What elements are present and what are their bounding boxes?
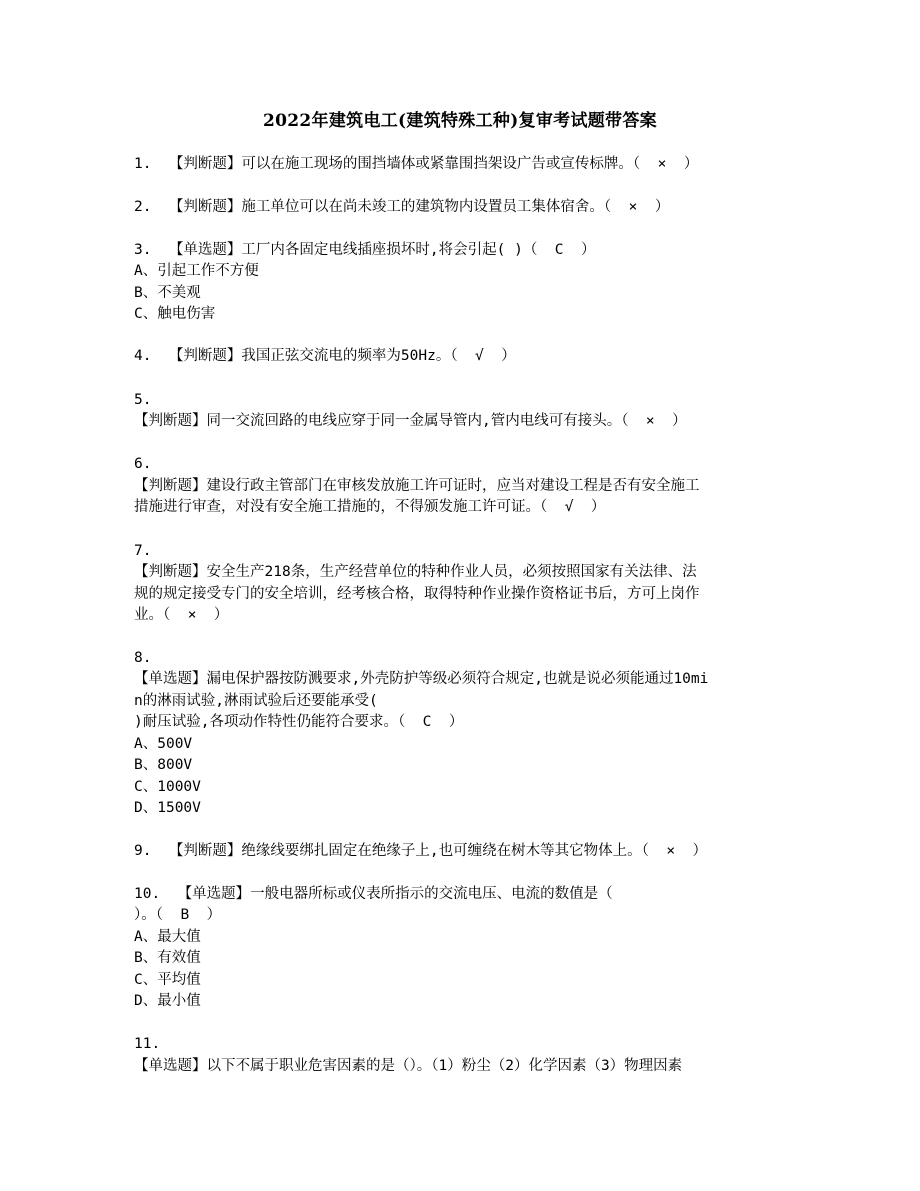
text-line: 3. 【单选题】工厂内各固定电线插座损坏时,将会引起( )（ C ） — [134, 242, 596, 258]
text-line: 8. — [134, 650, 152, 666]
text-line: 业。（ × ） — [134, 607, 229, 623]
text-line: C、1000V — [134, 779, 201, 795]
text-line: B、有效值 — [134, 950, 201, 966]
text-line: A、500V — [134, 736, 193, 752]
document-title: 2022年建筑电工(建筑特殊工种)复审考试题带答案 — [263, 111, 657, 131]
text-line: 5. — [134, 392, 152, 408]
text-line: 【判断题】安全生产218条，生产经营单位的特种作业人员，必须按照国家有关法律、法 — [134, 564, 697, 580]
text-line: )耐压试验,各项动作特性仍能符合要求。（ C ） — [134, 714, 464, 730]
text-line: 9. 【判断题】绝缘线要绑扎固定在绝缘子上,也可缠绕在树木等其它物体上。（ × ） — [134, 843, 708, 859]
text-line: 规的规定接受专门的安全培训，经考核合格，取得特种作业操作资格证书后，方可上岗作 — [134, 586, 700, 602]
text-line: 措施进行审查，对没有安全施工措施的，不得颁发施工许可证。（ √ ） — [134, 499, 606, 515]
text-line: 6. — [134, 456, 152, 472]
text-line: 10. 【单选题】一般电器所标或仪表所指示的交流电压、电流的数值是（ — [134, 886, 613, 902]
text-line: 【单选题】漏电保护器按防溅要求,外壳防护等级必须符合规定,也就是说必须能通过10mi — [134, 671, 709, 687]
text-line: 【判断题】建设行政主管部门在审核发放施工许可证时，应当对建设工程是否有安全施工 — [134, 478, 700, 494]
text-line: ）。（ B ） — [134, 907, 222, 923]
text-line: C、平均值 — [134, 972, 201, 988]
text-line: 7. — [134, 543, 152, 559]
text-line: D、最小值 — [134, 993, 201, 1009]
text-line: B、800V — [134, 757, 193, 773]
text-line: C、触电伤害 — [134, 306, 216, 322]
text-line: n的淋雨试验,淋雨试验后还要能承受( — [134, 693, 378, 709]
text-line: 1. 【判断题】可以在施工现场的围挡墙体或紧靠围挡架设广告或宣传标牌。（ × ） — [134, 156, 699, 172]
text-line: A、引起工作不方便 — [134, 263, 259, 279]
text-line: B、不美观 — [134, 285, 201, 301]
text-line: 11. — [134, 1036, 161, 1052]
text-line: D、1500V — [134, 800, 201, 816]
text-line: A、最大值 — [134, 929, 201, 945]
text-line: 2. 【判断题】施工单位可以在尚未竣工的建筑物内设置员工集体宿舍。（ × ） — [134, 199, 670, 215]
text-line: 4. 【判断题】我国正弦交流电的频率为50Hz。（ √ ） — [134, 348, 516, 364]
text-line: 【判断题】同一交流回路的电线应穿于同一金属导管内,管内电线可有接头。（ × ） — [134, 413, 687, 429]
text-line: 【单选题】以下不属于职业危害因素的是（）。（1）粉尘（2）化学因素（3）物理因素 — [134, 1058, 683, 1074]
